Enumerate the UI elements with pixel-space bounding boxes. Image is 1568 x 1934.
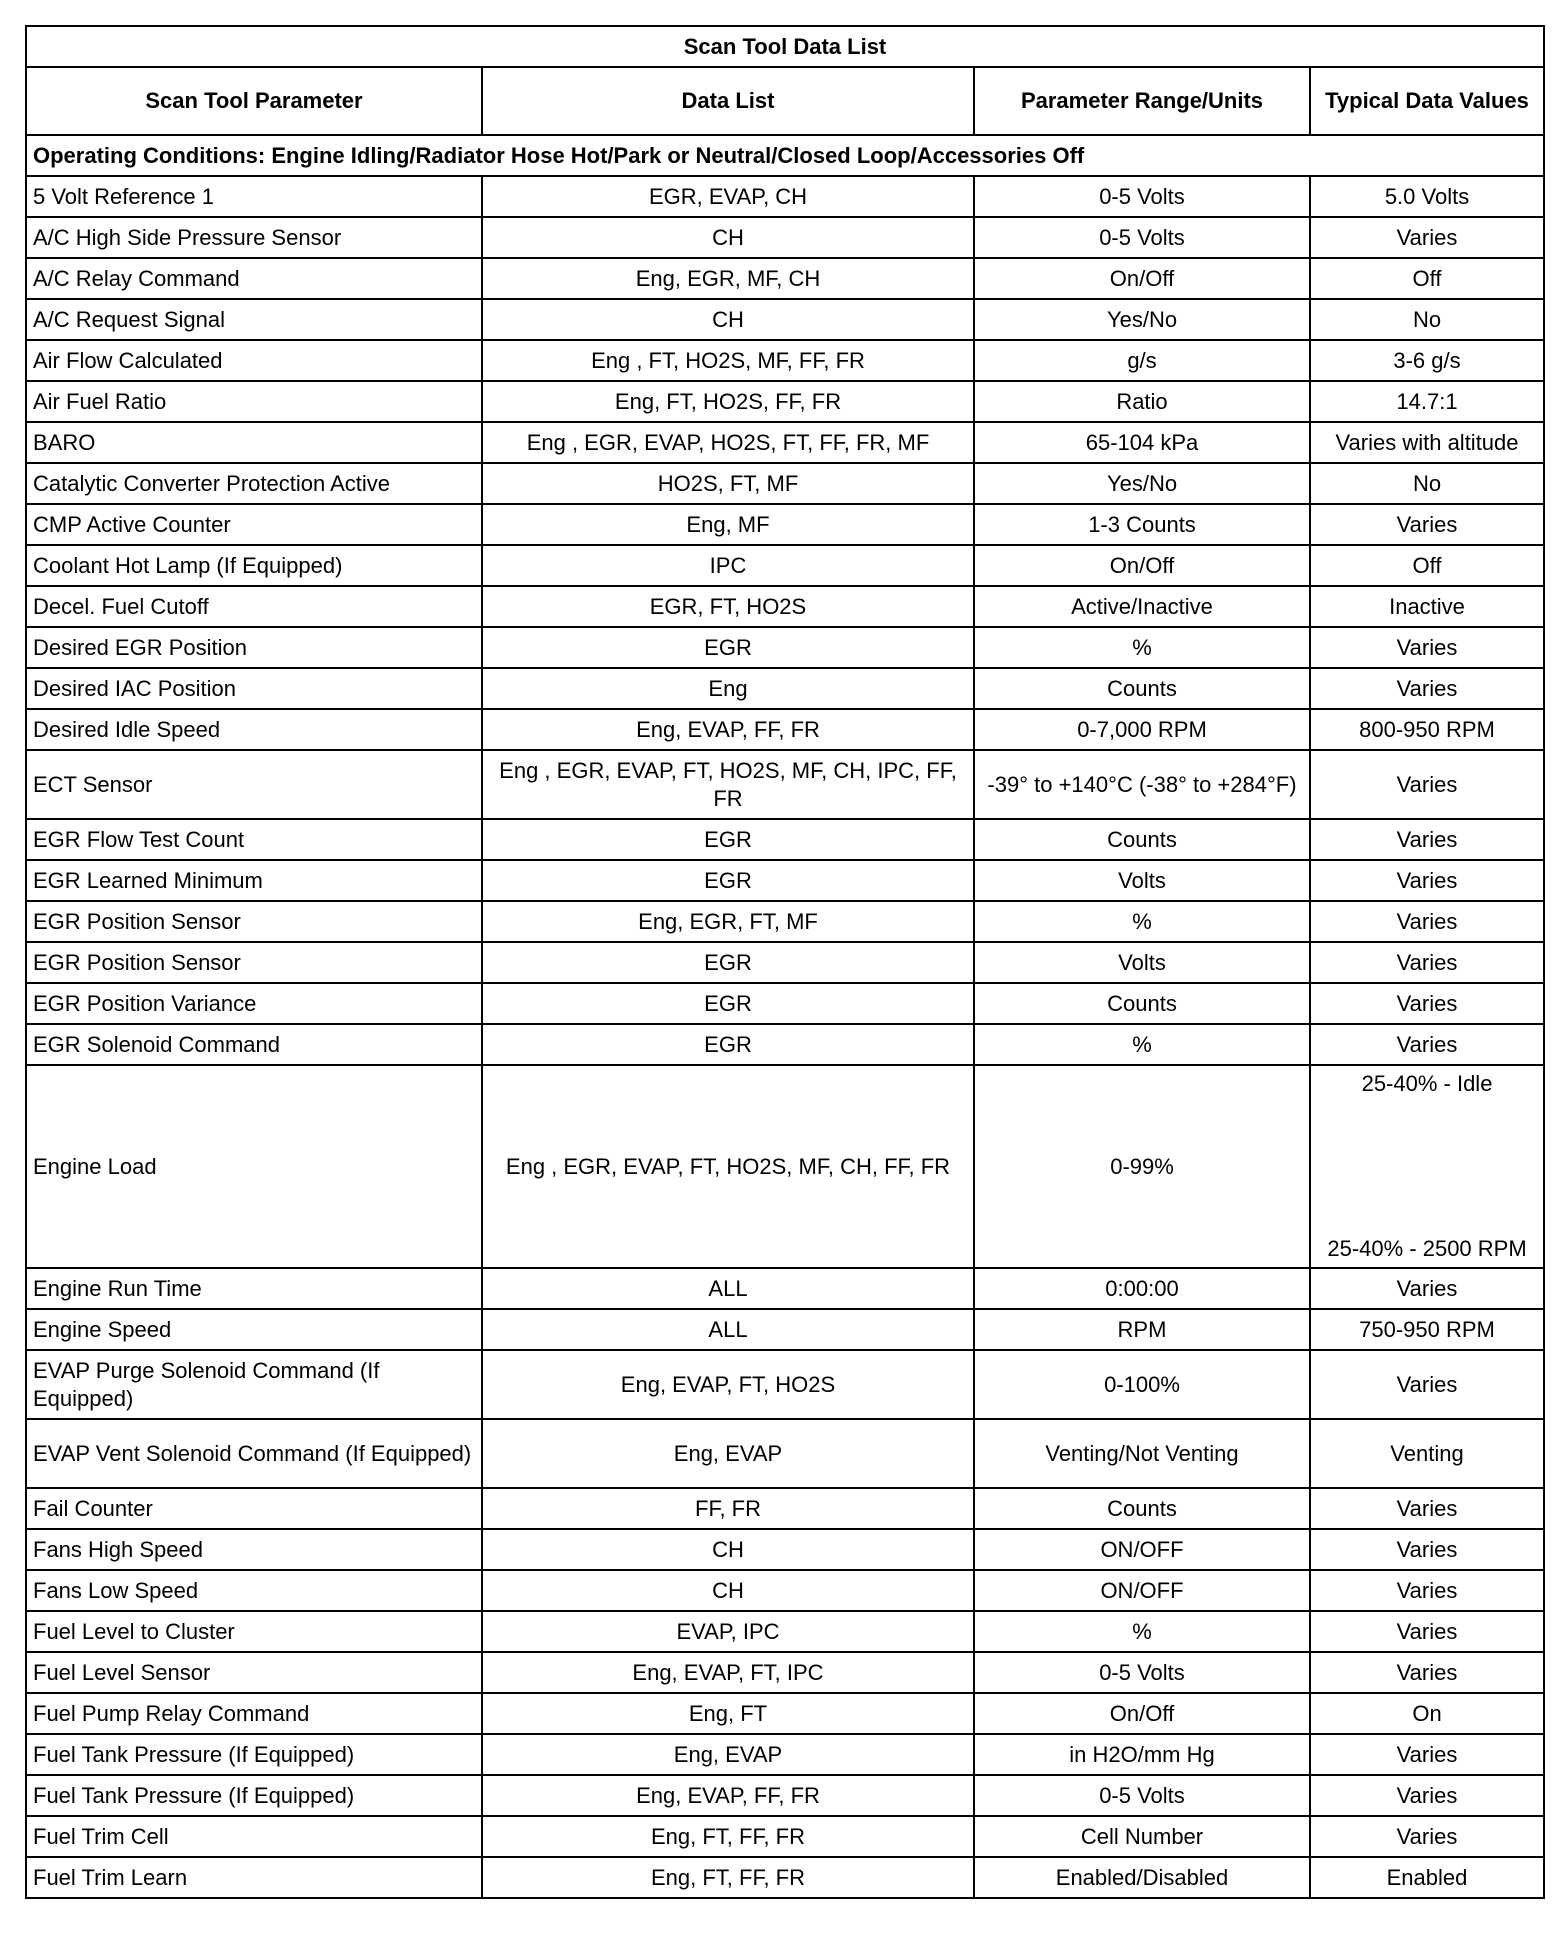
cell-typical: Varies bbox=[1310, 1488, 1544, 1529]
cell-range: 0-100% bbox=[974, 1350, 1310, 1419]
cell-data-list: Eng, EVAP, FF, FR bbox=[482, 1775, 974, 1816]
cell-parameter: EGR Learned Minimum bbox=[26, 860, 482, 901]
cell-typical: 3-6 g/s bbox=[1310, 340, 1544, 381]
cell-parameter: Engine Speed bbox=[26, 1309, 482, 1350]
cell-range: % bbox=[974, 1611, 1310, 1652]
table-row bbox=[26, 1693, 1544, 1734]
cell-typical: Varies bbox=[1310, 942, 1544, 983]
cell-parameter: Fuel Pump Relay Command bbox=[26, 1693, 482, 1734]
cell-range: 0:00:00 bbox=[974, 1268, 1310, 1309]
table-row bbox=[26, 1775, 1544, 1816]
cell-typical: 14.7:1 bbox=[1310, 381, 1544, 422]
cell-range: Cell Number bbox=[974, 1816, 1310, 1857]
table-row bbox=[26, 668, 1544, 709]
table-row bbox=[26, 299, 1544, 340]
table-row bbox=[26, 1419, 1544, 1488]
header-typical-values: Typical Data Values bbox=[1310, 67, 1544, 135]
cell-typical: Varies bbox=[1310, 1570, 1544, 1611]
scan-tool-data-table bbox=[25, 25, 1545, 1899]
table-row bbox=[26, 1652, 1544, 1693]
cell-range: On/Off bbox=[974, 1693, 1310, 1734]
cell-data-list: CH bbox=[482, 217, 974, 258]
cell-data-list: CH bbox=[482, 1529, 974, 1570]
cell-typical: Varies bbox=[1310, 983, 1544, 1024]
cell-range: 0-99% bbox=[974, 1065, 1310, 1268]
cell-parameter: Air Fuel Ratio bbox=[26, 381, 482, 422]
cell-range: Yes/No bbox=[974, 463, 1310, 504]
cell-data-list: EGR bbox=[482, 1024, 974, 1065]
cell-data-list: Eng, FT bbox=[482, 1693, 974, 1734]
cell-range: Ratio bbox=[974, 381, 1310, 422]
cell-range: Volts bbox=[974, 942, 1310, 983]
table-row bbox=[26, 258, 1544, 299]
table-title: Scan Tool Data List bbox=[26, 26, 1544, 67]
cell-parameter: EGR Solenoid Command bbox=[26, 1024, 482, 1065]
cell-range: 65-104 kPa bbox=[974, 422, 1310, 463]
cell-parameter: A/C Relay Command bbox=[26, 258, 482, 299]
cell-range: in H2O/mm Hg bbox=[974, 1734, 1310, 1775]
cell-parameter: Coolant Hot Lamp (If Equipped) bbox=[26, 545, 482, 586]
cell-data-list: Eng, FT, FF, FR bbox=[482, 1857, 974, 1898]
table-row bbox=[26, 1570, 1544, 1611]
cell-range: 0-7,000 RPM bbox=[974, 709, 1310, 750]
cell-range: Counts bbox=[974, 1488, 1310, 1529]
cell-range: Enabled/Disabled bbox=[974, 1857, 1310, 1898]
cell-data-list: EGR bbox=[482, 627, 974, 668]
table-body-lower bbox=[26, 1268, 1544, 1898]
cell-range: On/Off bbox=[974, 258, 1310, 299]
cell-typical: Varies bbox=[1310, 1024, 1544, 1065]
table-row bbox=[26, 381, 1544, 422]
cell-data-list: Eng , EGR, EVAP, FT, HO2S, MF, CH, IPC, FF, FR bbox=[482, 750, 974, 819]
cell-parameter: EVAP Vent Solenoid Command (If Equipped) bbox=[26, 1419, 482, 1488]
cell-typical: Off bbox=[1310, 258, 1544, 299]
typical-idle: 25-40% - Idle bbox=[1361, 1071, 1493, 1096]
cell-range: ON/OFF bbox=[974, 1570, 1310, 1611]
cell-typical: Varies bbox=[1310, 1350, 1544, 1419]
table-row bbox=[26, 1816, 1544, 1857]
header-row bbox=[26, 67, 1544, 135]
cell-parameter: A/C High Side Pressure Sensor bbox=[26, 217, 482, 258]
cell-parameter: EGR Position Variance bbox=[26, 983, 482, 1024]
cell-data-list: Eng, EVAP bbox=[482, 1734, 974, 1775]
cell-data-list: EGR bbox=[482, 819, 974, 860]
cell-parameter: Fans Low Speed bbox=[26, 1570, 482, 1611]
table-row bbox=[26, 422, 1544, 463]
cell-typical: Enabled bbox=[1310, 1857, 1544, 1898]
cell-range: Venting/Not Venting bbox=[974, 1419, 1310, 1488]
cell-data-list: Eng , EGR, EVAP, HO2S, FT, FF, FR, MF bbox=[482, 422, 974, 463]
cell-range: 0-5 Volts bbox=[974, 1652, 1310, 1693]
table-row bbox=[26, 1268, 1544, 1309]
cell-data-list: EVAP, IPC bbox=[482, 1611, 974, 1652]
cell-typical: Varies bbox=[1310, 504, 1544, 545]
cell-range: % bbox=[974, 1024, 1310, 1065]
cell-range: 0-5 Volts bbox=[974, 176, 1310, 217]
table-row bbox=[26, 1024, 1544, 1065]
table-row bbox=[26, 901, 1544, 942]
header-range-units: Parameter Range/Units bbox=[974, 67, 1310, 135]
cell-parameter: BARO bbox=[26, 422, 482, 463]
cell-typical: 5.0 Volts bbox=[1310, 176, 1544, 217]
cell-typical: Varies bbox=[1310, 1775, 1544, 1816]
cell-data-list: Eng , FT, HO2S, MF, FF, FR bbox=[482, 340, 974, 381]
cell-typical: No bbox=[1310, 463, 1544, 504]
cell-range: RPM bbox=[974, 1309, 1310, 1350]
cell-data-list: EGR bbox=[482, 942, 974, 983]
cell-data-list: EGR bbox=[482, 983, 974, 1024]
cell-typical: Inactive bbox=[1310, 586, 1544, 627]
cell-data-list: Eng, EVAP, FT, IPC bbox=[482, 1652, 974, 1693]
cell-range: -39° to +140°C (-38° to +284°F) bbox=[974, 750, 1310, 819]
cell-data-list: Eng, FT, FF, FR bbox=[482, 1816, 974, 1857]
cell-range: g/s bbox=[974, 340, 1310, 381]
cell-data-list: EGR bbox=[482, 860, 974, 901]
header-parameter: Scan Tool Parameter bbox=[26, 67, 482, 135]
cell-range: ON/OFF bbox=[974, 1529, 1310, 1570]
table-row bbox=[26, 217, 1544, 258]
cell-parameter: A/C Request Signal bbox=[26, 299, 482, 340]
table-row bbox=[26, 586, 1544, 627]
cell-parameter: CMP Active Counter bbox=[26, 504, 482, 545]
cell-parameter: EVAP Purge Solenoid Command (If Equipped) bbox=[26, 1350, 482, 1419]
cell-data-list: Eng, EGR, MF, CH bbox=[482, 258, 974, 299]
cell-data-list: FF, FR bbox=[482, 1488, 974, 1529]
cell-range: 1-3 Counts bbox=[974, 504, 1310, 545]
table-row bbox=[26, 504, 1544, 545]
cell-parameter: EGR Position Sensor bbox=[26, 942, 482, 983]
table-row bbox=[26, 545, 1544, 586]
cell-parameter: Desired EGR Position bbox=[26, 627, 482, 668]
cell-typical: Varies bbox=[1310, 1652, 1544, 1693]
table-row bbox=[26, 983, 1544, 1024]
table-row bbox=[26, 1734, 1544, 1775]
cell-range: % bbox=[974, 627, 1310, 668]
operating-conditions: Operating Conditions: Engine Idling/Radiator Hose Hot/Park or Neutral/Closed Loop/Accessories Off bbox=[26, 135, 1544, 176]
cell-data-list: EGR, EVAP, CH bbox=[482, 176, 974, 217]
cell-typical: Varies bbox=[1310, 750, 1544, 819]
cell-range: 0-5 Volts bbox=[974, 217, 1310, 258]
cell-typical: Varies bbox=[1310, 1734, 1544, 1775]
cell-data-list: CH bbox=[482, 299, 974, 340]
cell-typical: Off bbox=[1310, 545, 1544, 586]
cell-range: Yes/No bbox=[974, 299, 1310, 340]
cell-parameter: Air Flow Calculated bbox=[26, 340, 482, 381]
header-data-list: Data List bbox=[482, 67, 974, 135]
cell-typical: Varies bbox=[1310, 819, 1544, 860]
cell-parameter: Fans High Speed bbox=[26, 1529, 482, 1570]
cell-typical: Varies bbox=[1310, 668, 1544, 709]
table-row bbox=[26, 750, 1544, 819]
cell-data-list: IPC bbox=[482, 545, 974, 586]
table-row bbox=[26, 1350, 1544, 1419]
table-row bbox=[26, 627, 1544, 668]
cell-typical: Varies bbox=[1310, 1268, 1544, 1309]
cell-parameter: 5 Volt Reference 1 bbox=[26, 176, 482, 217]
cell-data-list: EGR, FT, HO2S bbox=[482, 586, 974, 627]
cell-data-list: Eng, EVAP, FF, FR bbox=[482, 709, 974, 750]
cell-parameter: Decel. Fuel Cutoff bbox=[26, 586, 482, 627]
table-row bbox=[26, 860, 1544, 901]
cell-parameter: Fuel Trim Learn bbox=[26, 1857, 482, 1898]
table-row bbox=[26, 176, 1544, 217]
table-row bbox=[26, 340, 1544, 381]
cell-parameter: Engine Load bbox=[26, 1065, 482, 1268]
cell-parameter: Engine Run Time bbox=[26, 1268, 482, 1309]
cell-data-list: Eng bbox=[482, 668, 974, 709]
cell-parameter: EGR Position Sensor bbox=[26, 901, 482, 942]
cell-parameter: ECT Sensor bbox=[26, 750, 482, 819]
cell-typical: Varies bbox=[1310, 1816, 1544, 1857]
cell-parameter: Desired IAC Position bbox=[26, 668, 482, 709]
table-row bbox=[26, 1857, 1544, 1898]
cell-data-list: CH bbox=[482, 1570, 974, 1611]
cell-data-list: ALL bbox=[482, 1309, 974, 1350]
cell-data-list: Eng, FT, HO2S, FF, FR bbox=[482, 381, 974, 422]
table-row bbox=[26, 1488, 1544, 1529]
cell-range: Counts bbox=[974, 668, 1310, 709]
cell-parameter: Fuel Level Sensor bbox=[26, 1652, 482, 1693]
table-row bbox=[26, 1529, 1544, 1570]
cell-range: 0-5 Volts bbox=[974, 1775, 1310, 1816]
typical-2500: 25-40% - 2500 RPM bbox=[1327, 1236, 1527, 1261]
cell-parameter: Desired Idle Speed bbox=[26, 709, 482, 750]
cell-typical: 800-950 RPM bbox=[1310, 709, 1544, 750]
cell-range: % bbox=[974, 901, 1310, 942]
cell-range: Volts bbox=[974, 860, 1310, 901]
table-body-upper bbox=[26, 176, 1544, 1065]
cell-typical: Varies bbox=[1310, 217, 1544, 258]
cell-typical: Varies with altitude bbox=[1310, 422, 1544, 463]
cell-range: On/Off bbox=[974, 545, 1310, 586]
table-row bbox=[26, 1611, 1544, 1652]
table-row bbox=[26, 942, 1544, 983]
table-row bbox=[26, 709, 1544, 750]
table-row-engine-load bbox=[26, 1065, 1544, 1268]
cell-typical: Venting bbox=[1310, 1419, 1544, 1488]
cell-typical: Varies bbox=[1310, 901, 1544, 942]
cell-data-list: ALL bbox=[482, 1268, 974, 1309]
cell-typical: 750-950 RPM bbox=[1310, 1309, 1544, 1350]
cell-data-list: Eng, EVAP bbox=[482, 1419, 974, 1488]
table-row bbox=[26, 463, 1544, 504]
cell-typical: Varies bbox=[1310, 627, 1544, 668]
cell-typical: No bbox=[1310, 299, 1544, 340]
cell-parameter: Fail Counter bbox=[26, 1488, 482, 1529]
cell-parameter: Fuel Trim Cell bbox=[26, 1816, 482, 1857]
cell-parameter: Catalytic Converter Protection Active bbox=[26, 463, 482, 504]
cell-data-list: Eng, MF bbox=[482, 504, 974, 545]
cell-parameter: Fuel Tank Pressure (If Equipped) bbox=[26, 1734, 482, 1775]
cell-typical bbox=[1310, 1065, 1544, 1268]
cell-data-list: Eng, EVAP, FT, HO2S bbox=[482, 1350, 974, 1419]
cell-data-list: Eng , EGR, EVAP, FT, HO2S, MF, CH, FF, FR bbox=[482, 1065, 974, 1268]
cell-data-list: Eng, EGR, FT, MF bbox=[482, 901, 974, 942]
cell-range: Counts bbox=[974, 819, 1310, 860]
cell-parameter: EGR Flow Test Count bbox=[26, 819, 482, 860]
cell-parameter: Fuel Tank Pressure (If Equipped) bbox=[26, 1775, 482, 1816]
cell-typical: Varies bbox=[1310, 1611, 1544, 1652]
cell-typical: On bbox=[1310, 1693, 1544, 1734]
table-row bbox=[26, 819, 1544, 860]
engine-load-section bbox=[26, 1065, 1544, 1268]
cell-parameter: Fuel Level to Cluster bbox=[26, 1611, 482, 1652]
table-row bbox=[26, 1309, 1544, 1350]
cell-typical: Varies bbox=[1310, 860, 1544, 901]
cell-typical: Varies bbox=[1310, 1529, 1544, 1570]
cell-data-list: HO2S, FT, MF bbox=[482, 463, 974, 504]
cell-range: Active/Inactive bbox=[974, 586, 1310, 627]
cell-range: Counts bbox=[974, 983, 1310, 1024]
